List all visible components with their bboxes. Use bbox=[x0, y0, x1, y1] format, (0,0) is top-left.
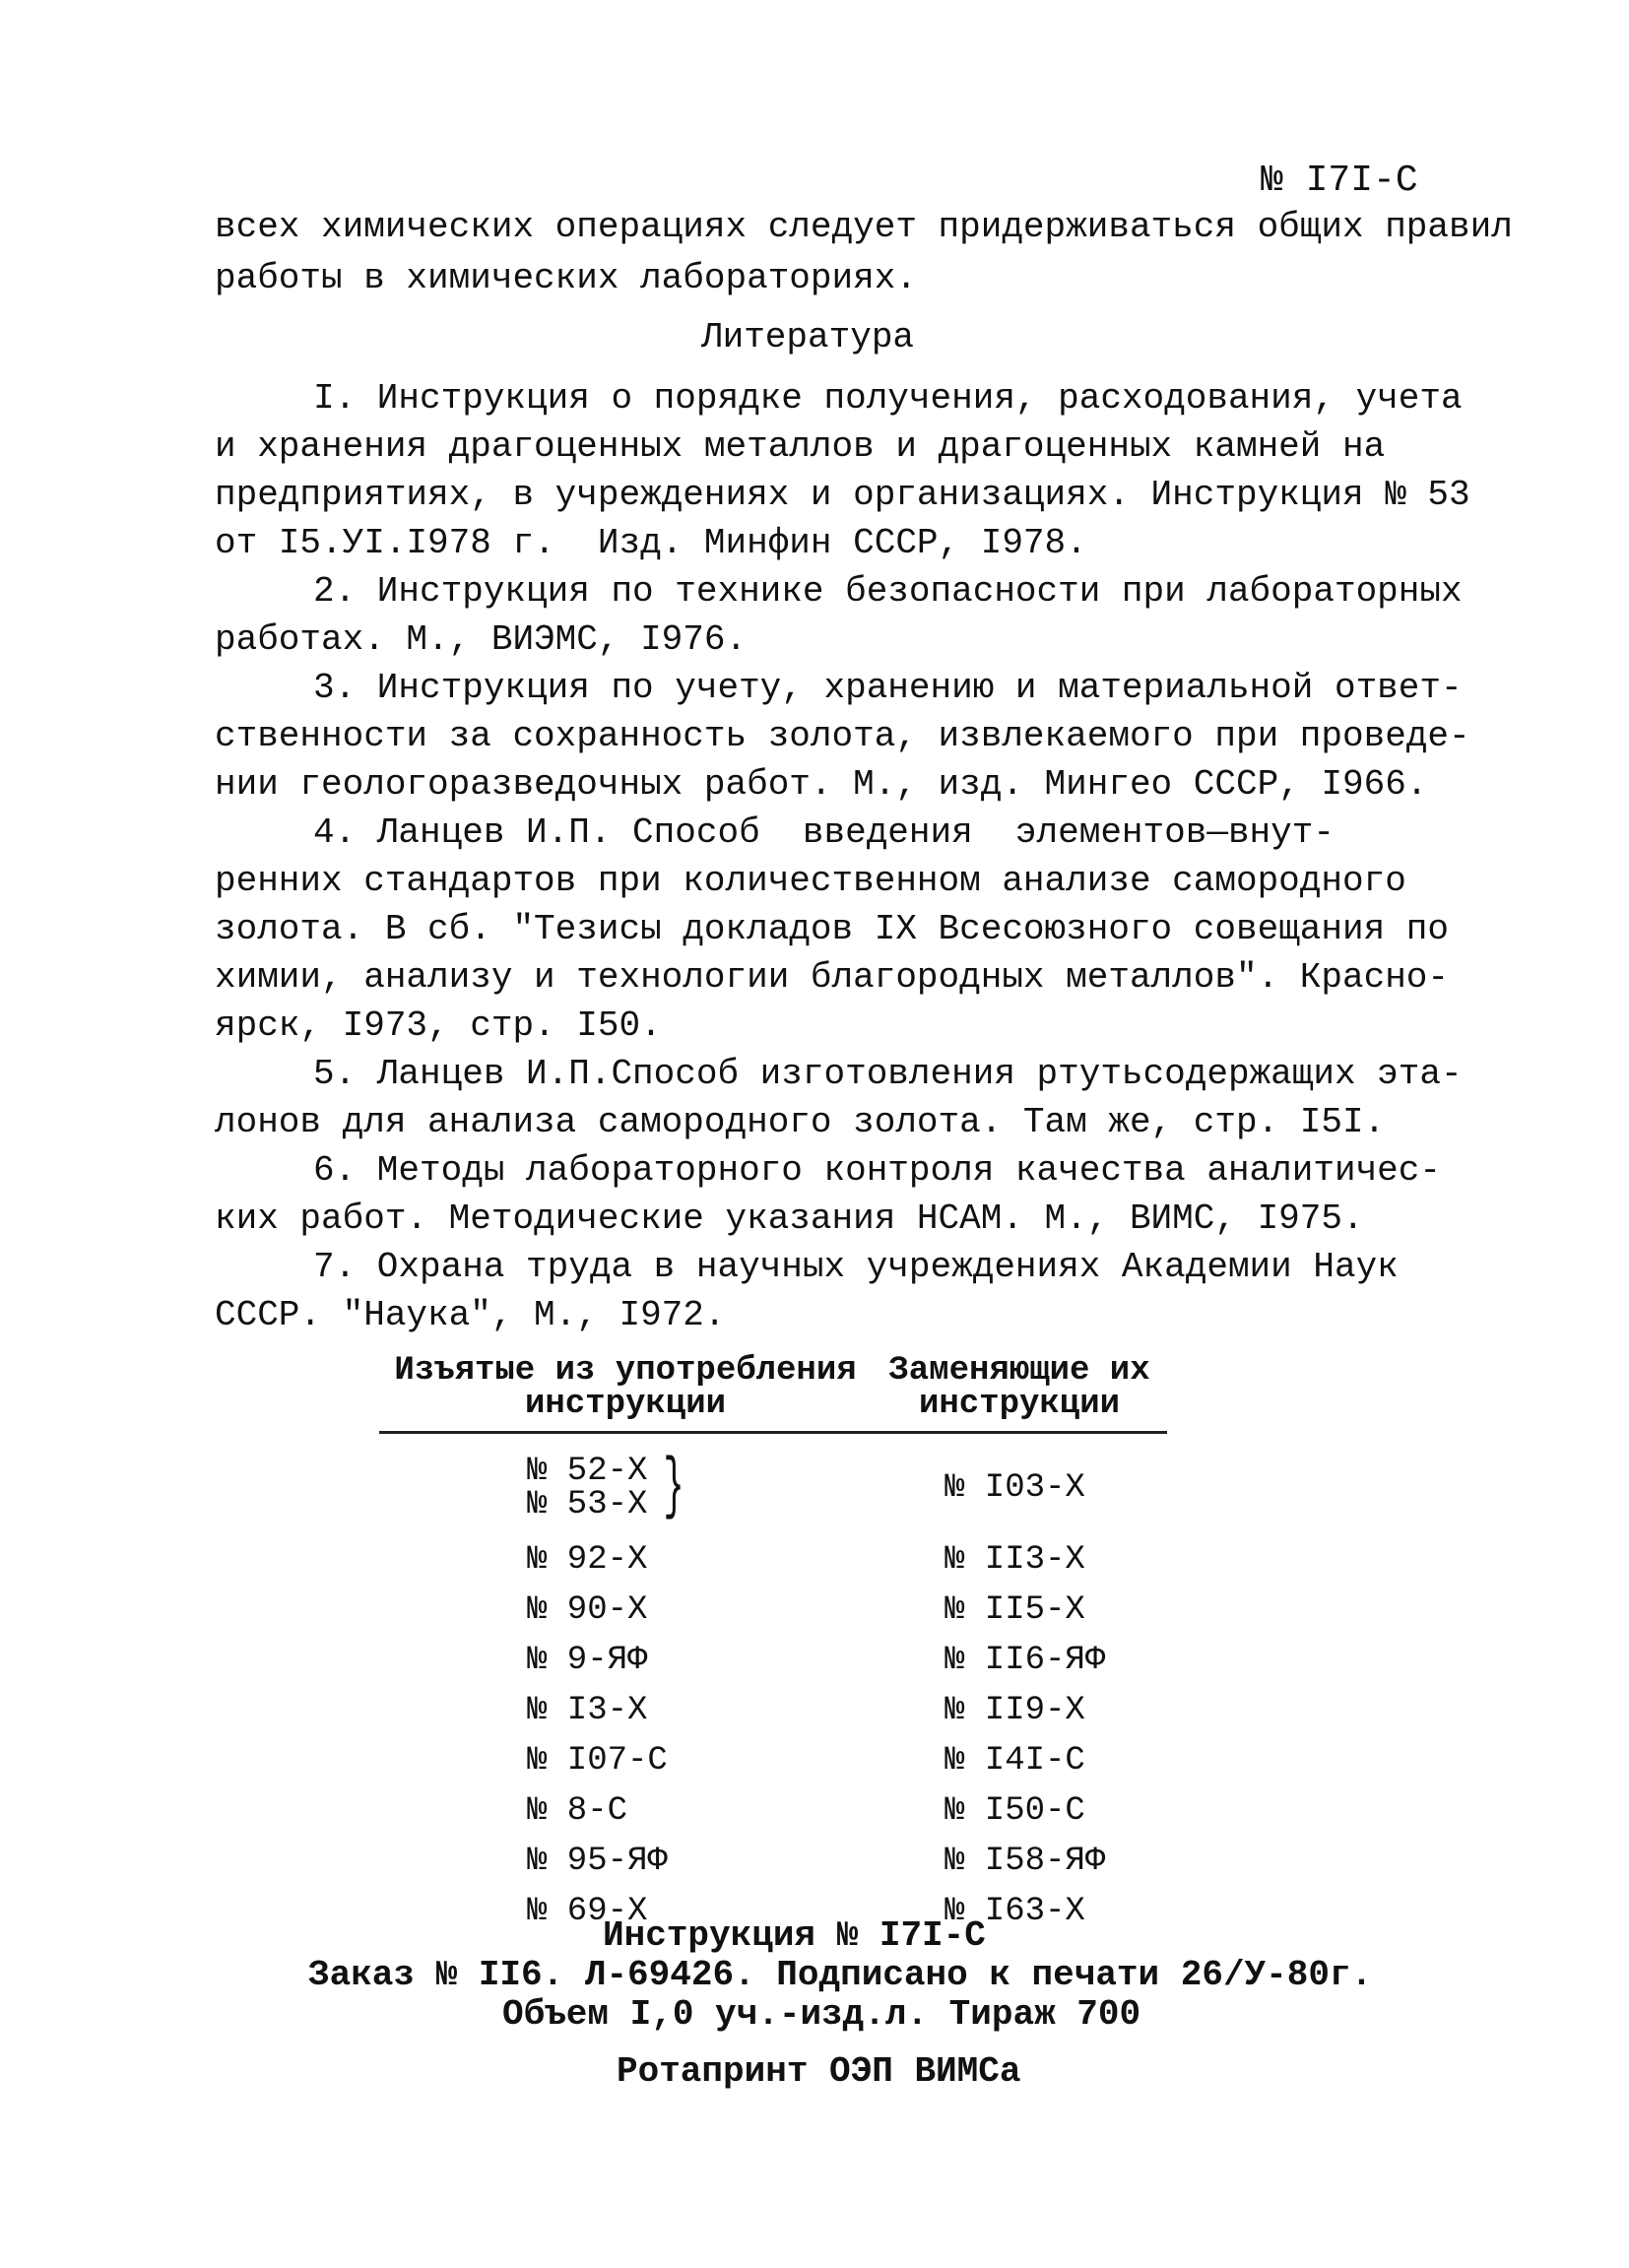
reference-line: 6. Методы лабораторного контроля качества аналитичес- bbox=[313, 1150, 1441, 1191]
reference-line: 5. Ланцев И.П.Способ изготовления ртутьсодержащих эта- bbox=[313, 1054, 1463, 1094]
reference-line: 7. Охрана труда в научных учреждениях Академии Наук bbox=[313, 1247, 1399, 1287]
reference-line: ственности за сохранность золота, извлекаемого при проведе- bbox=[215, 716, 1470, 756]
table-row bbox=[379, 1836, 1167, 1886]
reference-item bbox=[215, 567, 1463, 664]
replacing-cell: № II3-Х bbox=[945, 1540, 1085, 1579]
reference-line: золота. В сб. "Тезисы докладов IX Всесоюзного совещания по bbox=[215, 909, 1450, 949]
withdrawn-cell: № 92-Х bbox=[527, 1540, 648, 1579]
header-replacing bbox=[872, 1354, 1167, 1421]
reference-line: ренних стандартов при количественном анализе самородного bbox=[215, 861, 1406, 901]
reference-line: от I5.УI.I978 г. Изд. Минфин СССР, I978. bbox=[215, 523, 1087, 563]
intro-paragraph bbox=[215, 202, 1513, 304]
reference-item bbox=[215, 374, 1470, 567]
table-row bbox=[379, 1685, 1167, 1735]
imprint-volume: Объем I,0 уч.-изд.л. Тираж 700 bbox=[502, 1994, 1141, 2035]
table-rows bbox=[379, 1534, 1167, 1936]
page-number: № I7I-С bbox=[1261, 160, 1418, 202]
header-replacing-line: Заменяющие их bbox=[888, 1352, 1150, 1390]
reference-line: 4. Ланцев И.П. Способ введения элементов—внут- bbox=[313, 812, 1335, 853]
reference-line: 2. Инструкция по технике безопасности при лабораторных bbox=[313, 571, 1463, 612]
reference-line: I. Инструкция о порядке получения, расходования, учета bbox=[313, 378, 1463, 419]
withdrawn-cell: № 8-С bbox=[527, 1791, 628, 1830]
replacing-cell: № II5-Х bbox=[945, 1590, 1085, 1629]
replacing-cell: № II6-ЯФ bbox=[945, 1641, 1106, 1679]
header-withdrawn bbox=[379, 1354, 872, 1421]
reference-line: 3. Инструкция по учету, хранению и материальной ответ- bbox=[313, 668, 1463, 708]
table-row bbox=[379, 1585, 1167, 1635]
replacing-cell: № I63-Х bbox=[945, 1892, 1085, 1930]
header-replacing-line: инструкции bbox=[918, 1386, 1121, 1423]
table-row bbox=[379, 1534, 1167, 1585]
replacement-table bbox=[379, 1354, 1167, 1936]
reference-line: СССР. "Наука", М., I972. bbox=[215, 1295, 726, 1335]
reference-line: и хранения драгоценных металлов и драгоценных камней на bbox=[215, 426, 1386, 467]
reference-line: работах. М., ВИЭМС, I976. bbox=[215, 619, 748, 660]
reference-list bbox=[215, 374, 1470, 1339]
replacing-cell: № II9-Х bbox=[945, 1691, 1085, 1729]
withdrawn-cell: № 9-ЯФ bbox=[527, 1641, 648, 1679]
intro-line: работы в химических лабораториях. bbox=[215, 258, 917, 298]
withdrawn-cell: № 90-Х bbox=[527, 1590, 648, 1629]
withdrawn-cell: № 52-Х bbox=[527, 1453, 648, 1490]
withdrawn-cell: № I3-Х bbox=[527, 1691, 648, 1729]
table-row bbox=[379, 1785, 1167, 1836]
imprint-title: Инструкция № I7I-С bbox=[603, 1915, 986, 1956]
reference-line: лонов для анализа самородного золота. Там же, стр. I5I. bbox=[215, 1102, 1386, 1142]
section-title-text: Литература bbox=[701, 317, 915, 357]
intro-line: всех химических операциях следует придерживаться общих правил bbox=[215, 207, 1513, 247]
reference-line: химии, анализу и технологии благородных металлов". Красно- bbox=[215, 957, 1450, 998]
reference-item bbox=[215, 1050, 1463, 1146]
replacing-cell: № I03-Х bbox=[945, 1469, 1085, 1507]
reference-item bbox=[215, 1146, 1456, 1243]
withdrawn-cell: № 53-Х bbox=[527, 1486, 648, 1523]
withdrawn-cell: № I07-С bbox=[527, 1741, 668, 1780]
table-row bbox=[379, 1735, 1167, 1785]
table-row-group bbox=[379, 1442, 1167, 1534]
withdrawn-cell: № 69-Х bbox=[527, 1892, 648, 1930]
header-withdrawn-line: инструкции bbox=[524, 1386, 727, 1423]
reference-line: нии геологоразведочных работ. М., изд. Мингео СССР, I966. bbox=[215, 764, 1428, 805]
reference-item bbox=[215, 1243, 1456, 1339]
imprint-printer: Ротапринт ОЭП ВИМСа bbox=[617, 2051, 1021, 2092]
reference-item bbox=[215, 664, 1470, 809]
reference-line: предприятиях, в учреждениях и организациях. Инструкция № 53 bbox=[215, 475, 1470, 515]
header-withdrawn-line: Изъятые из употребления bbox=[394, 1352, 857, 1390]
reference-line: ких работ. Методические указания НСАМ. М., ВИМС, I975. bbox=[215, 1199, 1364, 1239]
imprint-order: Заказ № II6. Л-69426. Подписано к печати 26/У-80г. bbox=[308, 1955, 1373, 1995]
replacing-cell: № I58-ЯФ bbox=[945, 1842, 1106, 1880]
withdrawn-cell: № 95-ЯФ bbox=[527, 1842, 668, 1880]
brace-icon: } bbox=[663, 1449, 684, 1526]
table-header bbox=[379, 1354, 1167, 1434]
replacing-cell: № I50-С bbox=[945, 1791, 1085, 1830]
replacing-cell: № I4I-С bbox=[945, 1741, 1085, 1780]
table-row bbox=[379, 1635, 1167, 1685]
reference-item bbox=[215, 809, 1456, 1050]
reference-line: ярск, I973, стр. I50. bbox=[215, 1005, 662, 1046]
withdrawn-group bbox=[379, 1449, 872, 1526]
